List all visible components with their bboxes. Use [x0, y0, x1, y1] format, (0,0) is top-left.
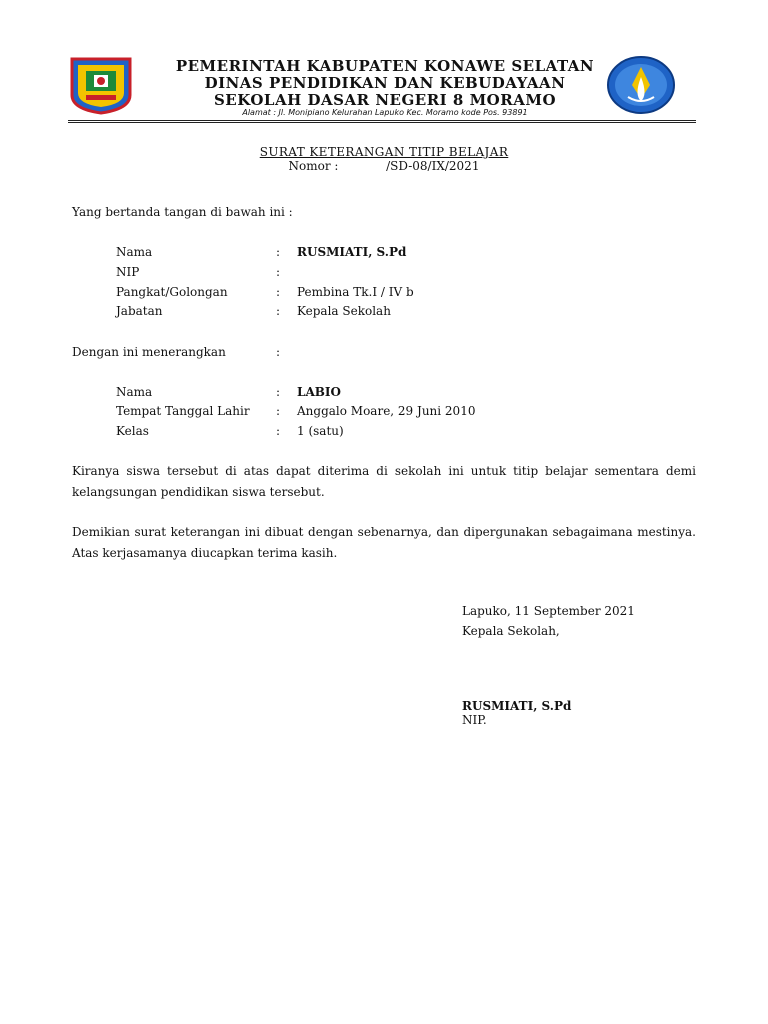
student-name-value: LABIO	[297, 385, 341, 399]
signature-place-date: Lapuko, 11 September 2021	[462, 604, 635, 618]
signature-nip: NIP.	[462, 713, 487, 727]
regency-emblem-icon	[68, 55, 134, 115]
signer-intro: Yang bertanda tangan di bawah ini :	[72, 205, 293, 219]
colon: :	[276, 404, 281, 418]
body-paragraph-request: Kiranya siswa tersebut di atas dapat diterima di sekolah ini untuk titip belajar sementara demi kelangsungan pendidikan siswa tersebut.	[72, 464, 696, 499]
signer-name-label: Nama	[116, 245, 153, 259]
colon: :	[276, 265, 281, 279]
signer-name-value: RUSMIATI, S.Pd	[297, 245, 407, 259]
signer-position-label: Jabatan	[116, 304, 163, 318]
header-address: Alamat : Jl. Monipiano Kelurahan Lapuko Kec. Moramo kode Pos. 93891	[242, 108, 528, 117]
letter-number-label: Nomor :	[288, 159, 339, 173]
header-divider	[68, 120, 696, 121]
header-government: PEMERINTAH KABUPATEN KONAWE SELATAN	[175, 57, 595, 75]
header-school: SEKOLAH DASAR NEGERI 8 MORAMO	[213, 91, 557, 109]
student-birth-value: Anggalo Moare, 29 Juni 2010	[297, 404, 476, 418]
letter-number-value: /SD-08/IX/2021	[386, 159, 480, 173]
signature-position: Kepala Sekolah,	[462, 624, 560, 638]
letter-title: SURAT KETERANGAN TITIP BELAJAR	[259, 145, 509, 159]
colon: :	[276, 304, 281, 318]
signer-rank-value: Pembina Tk.I / IV b	[297, 285, 414, 299]
colon: :	[276, 385, 281, 399]
student-class-label: Kelas	[116, 424, 149, 438]
signer-rank-label: Pangkat/Golongan	[116, 285, 228, 299]
colon: :	[276, 285, 281, 299]
signer-position-value: Kepala Sekolah	[297, 304, 391, 318]
colon: :	[276, 345, 281, 359]
colon: :	[276, 245, 281, 259]
letter-number	[0, 159, 768, 173]
colon: :	[276, 424, 281, 438]
signature-name: RUSMIATI, S.Pd	[462, 699, 572, 713]
body-paragraph-closing: Demikian surat keterangan ini dibuat dengan sebenarnya, dan dipergunakan sebagaimana mestinya. Atas kerjasamanya diucapkan terima kasih.	[72, 525, 696, 560]
student-birth-label: Tempat Tanggal Lahir	[116, 404, 250, 418]
student-intro: Dengan ini menerangkan	[72, 345, 226, 359]
header-department: DINAS PENDIDIKAN DAN KEBUDAYAAN	[204, 74, 566, 92]
header-divider-secondary	[68, 122, 696, 123]
student-name-label: Nama	[116, 385, 153, 399]
signer-nip-label: NIP	[116, 265, 140, 279]
student-class-value: 1 (satu)	[297, 424, 344, 438]
